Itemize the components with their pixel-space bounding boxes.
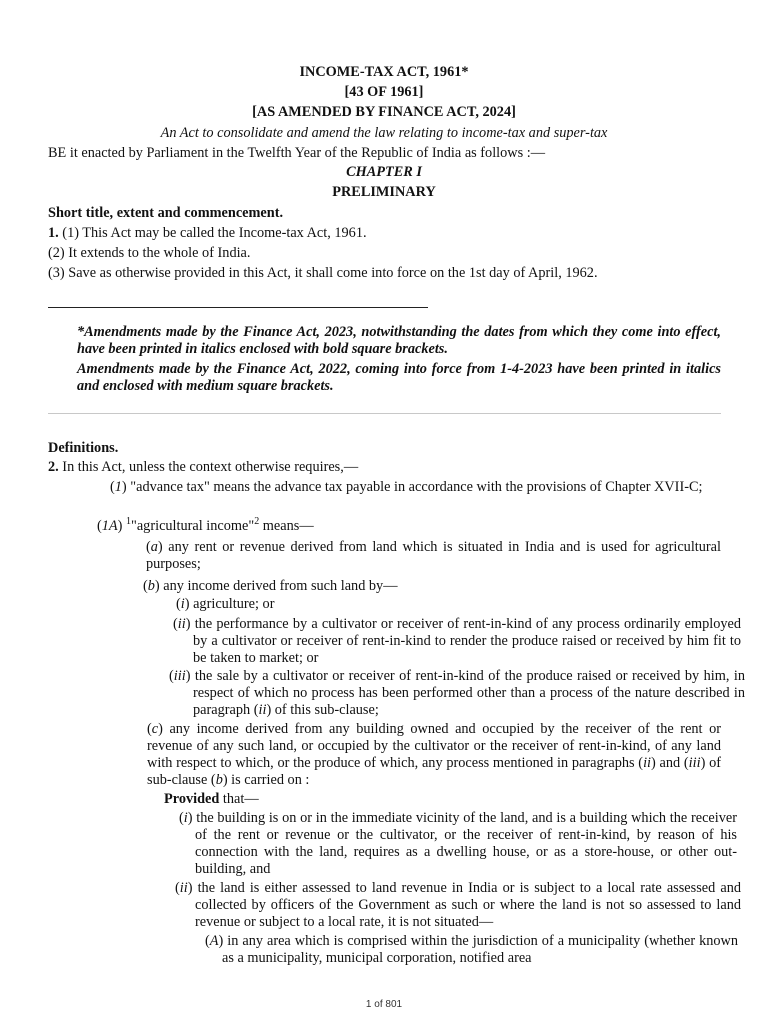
footnote-2: Amendments made by the Finance Act, 2022, coming into force from 1-4-2023 have been printed in italics and enclosed with medium square brackets. [77, 361, 721, 394]
act-number: [43 OF 1961] [344, 84, 424, 100]
paragraph-b-ii: (ii) the performance by a cultivator or receiver of rent-in-kind of any process ordinarily employed by a cultivator or receiver of rent-in-kind to render the produce raised or received by him fit to be taken to market; or [173, 616, 741, 666]
chapter-name: PRELIMINARY [332, 184, 436, 200]
section-1-sub-1-text: (1) This Act may be called the Income-tax Act, 1961. [58, 225, 367, 241]
long-title: An Act to consolidate and amend the law relating to income-tax and super-tax [160, 125, 608, 141]
section-2-number: 2. [48, 459, 59, 475]
page-divider [48, 413, 721, 414]
enacting-formula: BE it enacted by Parliament in the Twelfth Year of the Republic of India as follows :— [48, 145, 546, 161]
sub-clause-a: (a) any rent or revenue derived from land which is situated in India and is used for agricultural purposes; [146, 539, 721, 572]
proviso-ii: (ii) the land is either assessed to land revenue in India or is subject to a local rate assessed and collected by officers of the Government as such or where the land is not so assessed to land revenue or subject to a local rate, it is not situated— [175, 880, 741, 930]
paragraph-b-iii: (iii) the sale by a cultivator or receiver of rent-in-kind of the produce raised or received by him, in respect of which no process has been performed other than a process of the nature described in paragraph (ii) of this sub-clause; [169, 668, 745, 718]
section-1-heading: Short title, extent and commencement. [48, 205, 284, 221]
footnote-1: *Amendments made by the Finance Act, 2023, notwithstanding the dates from which they come into effect, have been printed in italics enclosed with bold square brackets. [77, 324, 721, 357]
sub-clause-c: (c) any income derived from any building owned and occupied by the receiver of the rent or revenue of any such land, or occupied by the cultivator or the receiver of rent-in-kind, of any land with respect to which, or the produce of which, any process mentioned in paragraphs (ii) and (iii) of sub-clause (b) is carried on : [147, 721, 721, 788]
act-title: INCOME-TAX ACT, 1961* [299, 64, 469, 80]
section-1-sub-1 [48, 225, 720, 242]
section-2-intro: 2. In this Act, unless the context otherwise requires,— [48, 459, 359, 475]
proviso-ii-a: (A) in any area which is comprised within the jurisdiction of a municipality (whether known as a municipality, municipal corporation, notified area [205, 933, 738, 966]
chapter-number: CHAPTER I [346, 164, 422, 180]
section-1-sub-3: (3) Save as otherwise provided in this Act, it shall come into force on the 1st day of April, 1962. [48, 265, 598, 281]
paragraph-b-i: (i) agriculture; or [176, 596, 275, 612]
section-1-number: 1. [48, 225, 59, 241]
amendment-note: [AS AMENDED BY FINANCE ACT, 2024] [252, 104, 516, 120]
clause-1-advance-tax: (1) "advance tax" means the advance tax payable in accordance with the provisions of Chapter XVII-C; [110, 479, 703, 495]
clause-1a-agricultural-income: (1A) $^1$"agricultural income"$^2$ means— [97, 516, 314, 534]
proviso-i: (i) the building is on or in the immediate vicinity of the land, and is a building which the receiver of the rent or revenue or the cultivator, or the receiver of rent-in-kind, by reason of his connection with the land, requires as a dwelling house, or as a store-house, or other out-building, and [179, 810, 737, 877]
proviso-intro: Provided that— [164, 791, 259, 807]
section-2-heading: Definitions. [48, 440, 119, 456]
page-number: 1 of 801 [365, 999, 403, 1010]
section-1-sub-2: (2) It extends to the whole of India. [48, 245, 251, 261]
footnote-rule [48, 307, 428, 308]
sub-clause-b: (b) any income derived from such land by— [143, 578, 398, 594]
